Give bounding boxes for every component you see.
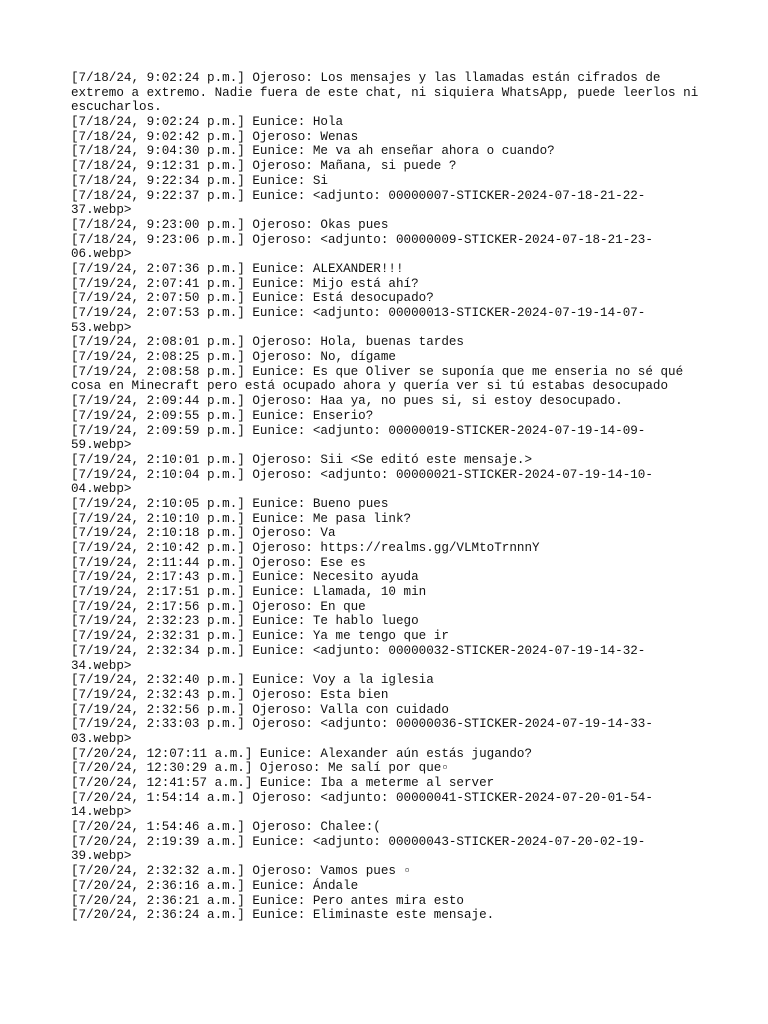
message-line: [7/18/24, 9:23:00 p.m.] Ojeroso: Okas pues — [71, 217, 389, 232]
chat-message — [71, 291, 701, 306]
message-line: [7/19/24, 2:08:25 p.m.] Ojeroso: No, dígame — [71, 350, 396, 365]
chat-message — [71, 189, 701, 218]
chat-message — [71, 585, 701, 600]
chat-message — [71, 350, 701, 365]
message-line: [7/18/24, 9:22:37 p.m.] Eunice: <adjunto: 00000007-STICKER-2024-07-18-21-22- — [71, 188, 646, 203]
chat-message — [71, 218, 701, 233]
chat-message — [71, 497, 701, 512]
message-line: [7/19/24, 2:10:42 p.m.] Ojeroso: https://realms.gg/VLMtoTrnnnY — [71, 541, 540, 555]
chat-message — [71, 820, 701, 835]
chat-message — [71, 277, 701, 292]
message-line: [7/20/24, 2:36:16 a.m.] Eunice: Ándale — [71, 878, 359, 893]
message-line: escucharlos. — [71, 100, 162, 115]
chat-message — [71, 747, 701, 762]
chat-message — [71, 703, 701, 718]
chat-message — [71, 570, 701, 585]
chat-message — [71, 409, 701, 424]
chat-transcript — [71, 71, 701, 923]
chat-message — [71, 791, 701, 820]
message-line: [7/18/24, 9:23:06 p.m.] Ojeroso: <adjunto: 00000009-STICKER-2024-07-18-21-23- — [71, 232, 653, 247]
message-line: [7/19/24, 2:07:36 p.m.] Eunice: ALEXANDER!!! — [71, 261, 404, 276]
message-line: [7/19/24, 2:07:41 p.m.] Eunice: Mijo está ahí? — [71, 276, 419, 291]
message-line: [7/20/24, 2:36:24 a.m.] Eunice: Eliminaste este mensaje. — [71, 908, 495, 923]
message-line: [7/18/24, 9:02:24 p.m.] Ojeroso: Los mensajes y las llamadas están cifrados de — [71, 71, 661, 85]
chat-message — [71, 424, 701, 453]
message-line: [7/18/24, 9:02:42 p.m.] Ojeroso: Wenas — [71, 129, 359, 144]
message-line: [7/20/24, 12:41:57 a.m.] Eunice: Iba a meterme al server — [71, 776, 495, 790]
chat-message — [71, 688, 701, 703]
message-line: [7/19/24, 2:32:43 p.m.] Ojeroso: Esta bien — [71, 687, 389, 702]
message-line: [7/19/24, 2:08:01 p.m.] Ojeroso: Hola, buenas tardes — [71, 335, 464, 350]
chat-message — [71, 600, 701, 615]
chat-message — [71, 144, 701, 159]
chat-message — [71, 233, 701, 262]
chat-message — [71, 306, 701, 335]
message-line: [7/19/24, 2:17:56 p.m.] Ojeroso: En que — [71, 599, 366, 614]
message-line: [7/18/24, 9:02:24 p.m.] Eunice: Hola — [71, 115, 344, 130]
message-line: [7/19/24, 2:10:05 p.m.] Eunice: Bueno pues — [71, 496, 389, 511]
message-line: [7/18/24, 9:22:34 p.m.] Eunice: Si — [71, 173, 328, 188]
message-line: [7/20/24, 12:07:11 a.m.] Eunice: Alexander aún estás jugando? — [71, 746, 533, 761]
message-line: 59.webp> — [71, 438, 132, 453]
message-line: [7/20/24, 12:30:29 a.m.] Ojeroso: Me salí por que▫ — [71, 761, 449, 776]
message-line: [7/19/24, 2:10:10 p.m.] Eunice: Me pasa link? — [71, 511, 412, 526]
chat-message — [71, 262, 701, 277]
message-line: [7/19/24, 2:07:50 p.m.] Eunice: Está desocupado? — [71, 291, 434, 306]
chat-message — [71, 644, 701, 673]
message-line: 39.webp> — [71, 849, 132, 864]
message-line: [7/20/24, 2:32:32 a.m.] Ojeroso: Vamos pues ▫ — [71, 864, 412, 879]
message-line: [7/19/24, 2:11:44 p.m.] Ojeroso: Ese es — [71, 555, 366, 570]
chat-message — [71, 512, 701, 527]
chat-message — [71, 717, 701, 746]
chat-message — [71, 174, 701, 189]
message-line: [7/20/24, 2:36:21 a.m.] Eunice: Pero antes mira esto — [71, 893, 464, 908]
chat-message — [71, 365, 701, 394]
message-line: 14.webp> — [71, 805, 132, 820]
message-line: [7/19/24, 2:09:59 p.m.] Eunice: <adjunto: 00000019-STICKER-2024-07-19-14-09- — [71, 423, 646, 438]
message-line: [7/18/24, 9:12:31 p.m.] Ojeroso: Mañana, si puede ? — [71, 159, 457, 174]
message-line: [7/19/24, 2:32:34 p.m.] Eunice: <adjunto: 00000032-STICKER-2024-07-19-14-32- — [71, 643, 646, 658]
chat-message — [71, 556, 701, 571]
message-line: [7/19/24, 2:10:01 p.m.] Ojeroso: Sii <Se editó este mensaje.> — [71, 452, 533, 467]
message-line: 37.webp> — [71, 203, 132, 218]
chat-message — [71, 115, 701, 130]
message-line: [7/19/24, 2:32:40 p.m.] Eunice: Voy a la iglesia — [71, 673, 434, 688]
chat-message — [71, 673, 701, 688]
chat-message — [71, 130, 701, 145]
chat-message — [71, 468, 701, 497]
chat-message — [71, 335, 701, 350]
message-line: [7/19/24, 2:33:03 p.m.] Ojeroso: <adjunto: 00000036-STICKER-2024-07-19-14-33- — [71, 717, 653, 732]
chat-message — [71, 908, 701, 923]
message-line: cosa en Minecraft pero está ocupado ahora y quería ver si tú estabas desocupado — [71, 379, 669, 394]
chat-message — [71, 453, 701, 468]
chat-message — [71, 541, 701, 556]
chat-message — [71, 894, 701, 909]
message-line: 34.webp> — [71, 658, 132, 673]
chat-message — [71, 879, 701, 894]
message-line: [7/19/24, 2:17:51 p.m.] Eunice: Llamada, 10 min — [71, 585, 427, 600]
message-line: [7/19/24, 2:32:23 p.m.] Eunice: Te hablo luego — [71, 614, 419, 629]
message-line: [7/20/24, 1:54:46 a.m.] Ojeroso: Chalee:( — [71, 820, 381, 835]
message-line: 53.webp> — [71, 320, 132, 335]
message-line: [7/19/24, 2:07:53 p.m.] Eunice: <adjunto: 00000013-STICKER-2024-07-19-14-07- — [71, 306, 646, 320]
chat-message — [71, 864, 701, 879]
message-line: [7/19/24, 2:09:44 p.m.] Ojeroso: Haa ya, no pues si, si estoy desocupado. — [71, 394, 623, 409]
chat-message — [71, 71, 701, 115]
chat-message — [71, 629, 701, 644]
chat-message — [71, 835, 701, 864]
chat-message — [71, 614, 701, 629]
chat-message — [71, 526, 701, 541]
message-line: [7/19/24, 2:17:43 p.m.] Eunice: Necesito ayuda — [71, 570, 419, 585]
message-line: [7/19/24, 2:10:18 p.m.] Ojeroso: Va — [71, 526, 336, 541]
message-line: [7/19/24, 2:32:56 p.m.] Ojeroso: Valla con cuidado — [71, 702, 449, 717]
message-line: [7/20/24, 1:54:14 a.m.] Ojeroso: <adjunto: 00000041-STICKER-2024-07-20-01-54- — [71, 790, 653, 805]
message-line: 04.webp> — [71, 482, 132, 497]
chat-message — [71, 761, 701, 776]
message-line: [7/19/24, 2:10:04 p.m.] Ojeroso: <adjunto: 00000021-STICKER-2024-07-19-14-10- — [71, 467, 653, 482]
message-line: [7/19/24, 2:32:31 p.m.] Eunice: Ya me tengo que ir — [71, 629, 449, 644]
chat-message — [71, 159, 701, 174]
message-line: [7/19/24, 2:09:55 p.m.] Eunice: Enserio? — [71, 408, 374, 423]
chat-message — [71, 776, 701, 791]
message-line: 06.webp> — [71, 247, 132, 262]
message-line: [7/19/24, 2:08:58 p.m.] Eunice: Es que Oliver se suponía que me enseria no sé qué — [71, 364, 684, 379]
message-line: 03.webp> — [71, 731, 132, 746]
message-line: [7/18/24, 9:04:30 p.m.] Eunice: Me va ah enseñar ahora o cuando? — [71, 144, 555, 159]
message-line: extremo a extremo. Nadie fuera de este chat, ni siquiera WhatsApp, puede leerlos ni — [71, 85, 699, 100]
message-line: [7/20/24, 2:19:39 a.m.] Eunice: <adjunto: 00000043-STICKER-2024-07-20-02-19- — [71, 834, 646, 849]
chat-message — [71, 394, 701, 409]
